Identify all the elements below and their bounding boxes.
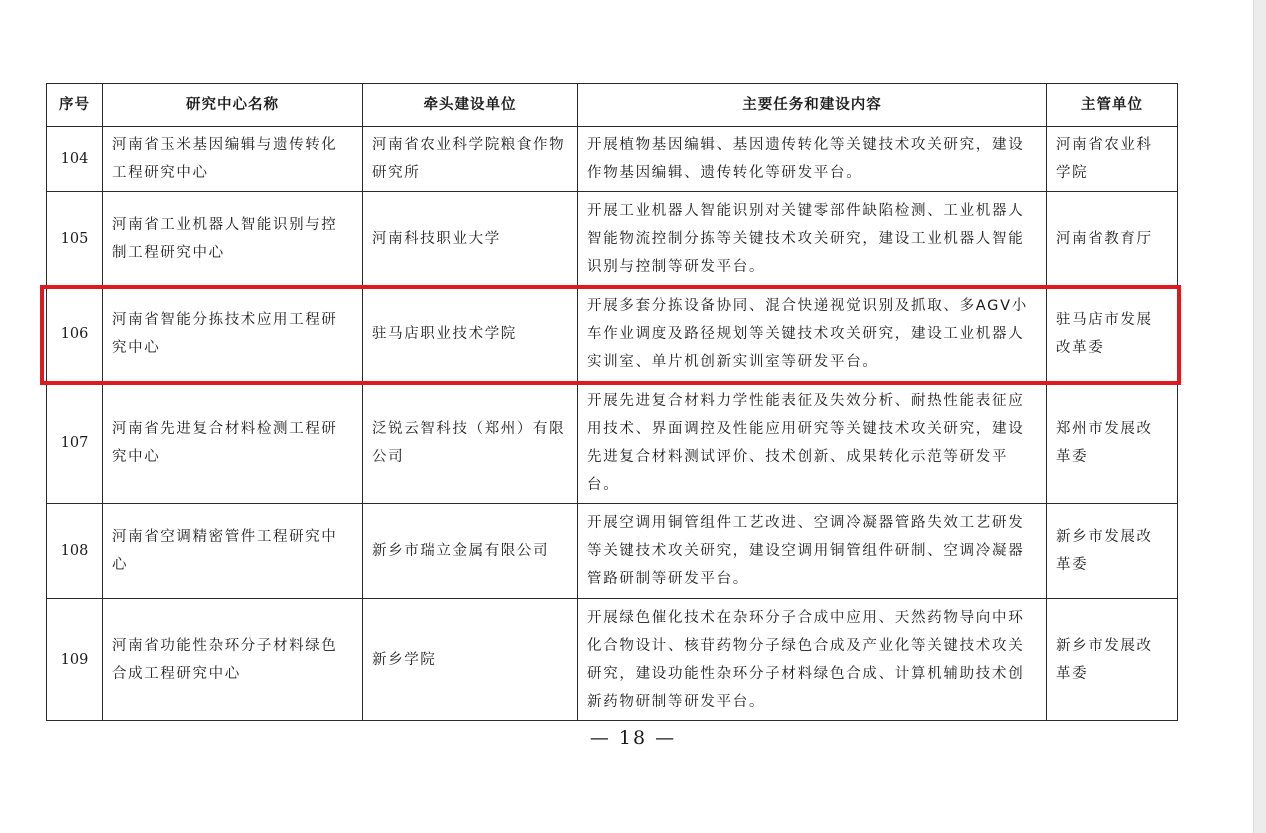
table-row bbox=[47, 382, 1178, 504]
table-header-row bbox=[47, 84, 1178, 127]
lead-unit: 河南科技职业大学 bbox=[363, 192, 578, 287]
table-row bbox=[47, 192, 1178, 287]
page-number: — 18 — bbox=[589, 727, 677, 749]
table-row bbox=[47, 127, 1178, 192]
research-center-table bbox=[46, 83, 1178, 721]
page-edge bbox=[1253, 0, 1266, 833]
row-number: 106 bbox=[47, 287, 103, 382]
lead-unit: 河南省农业科学院粮食作物研究所 bbox=[363, 127, 578, 192]
center-name: 河南省功能性杂环分子材料绿色合成工程研究中心 bbox=[103, 599, 363, 721]
row-number: 109 bbox=[47, 599, 103, 721]
header-serial: 序号 bbox=[47, 84, 103, 127]
task-description: 开展空调用铜管组件工艺改进、空调冷凝器管路失效工艺研发等关键技术攻关研究，建设空调用铜管组件研制、空调冷凝器管路研制等研发平台。 bbox=[578, 504, 1047, 599]
center-name: 河南省智能分拣技术应用工程研究中心 bbox=[103, 287, 363, 382]
lead-unit: 泛锐云智科技（郑州）有限公司 bbox=[363, 382, 578, 504]
task-description: 开展先进复合材料力学性能表征及失效分析、耐热性能表征应用技术、界面调控及性能应用研究等关键技术攻关研究，建设先进复合材料测试评价、技术创新、成果转化示范等研发平台。 bbox=[578, 382, 1047, 504]
header-center-name: 研究中心名称 bbox=[103, 84, 363, 127]
lead-unit: 新乡市瑞立金属有限公司 bbox=[363, 504, 578, 599]
header-authority: 主管单位 bbox=[1047, 84, 1178, 127]
table-row bbox=[47, 599, 1178, 721]
authority: 河南省农业科学院 bbox=[1047, 127, 1178, 192]
center-name: 河南省先进复合材料检测工程研究中心 bbox=[103, 382, 363, 504]
task-description: 开展多套分拣设备协同、混合快递视觉识别及抓取、多AGV小车作业调度及路径规划等关键技术攻关研究，建设工业机器人实训室、单片机创新实训室等研发平台。 bbox=[578, 287, 1047, 382]
authority: 驻马店市发展改革委 bbox=[1047, 287, 1178, 382]
task-description: 开展工业机器人智能识别对关键零部件缺陷检测、工业机器人智能物流控制分拣等关键技术攻关研究，建设工业机器人智能识别与控制等研发平台。 bbox=[578, 192, 1047, 287]
lead-unit: 驻马店职业技术学院 bbox=[363, 287, 578, 382]
task-description: 开展绿色催化技术在杂环分子合成中应用、天然药物导向中环化合物设计、核苷药物分子绿色合成及产业化等关键技术攻关研究，建设功能性杂环分子材料绿色合成、计算机辅助技术创新药物研制等研发平台。 bbox=[578, 599, 1047, 721]
authority: 新乡市发展改革委 bbox=[1047, 599, 1178, 721]
row-number: 107 bbox=[47, 382, 103, 504]
center-name: 河南省空调精密管件工程研究中心 bbox=[103, 504, 363, 599]
authority: 郑州市发展改革委 bbox=[1047, 382, 1178, 504]
table-row-highlighted bbox=[47, 287, 1178, 382]
task-description: 开展植物基因编辑、基因遗传转化等关键技术攻关研究，建设作物基因编辑、遗传转化等研发平台。 bbox=[578, 127, 1047, 192]
lead-unit: 新乡学院 bbox=[363, 599, 578, 721]
row-number: 104 bbox=[47, 127, 103, 192]
row-number: 108 bbox=[47, 504, 103, 599]
center-name: 河南省玉米基因编辑与遗传转化工程研究中心 bbox=[103, 127, 363, 192]
center-name: 河南省工业机器人智能识别与控制工程研究中心 bbox=[103, 192, 363, 287]
authority: 河南省教育厅 bbox=[1047, 192, 1178, 287]
header-tasks: 主要任务和建设内容 bbox=[578, 84, 1047, 127]
header-lead-unit: 牵头建设单位 bbox=[363, 84, 578, 127]
row-number: 105 bbox=[47, 192, 103, 287]
authority: 新乡市发展改革委 bbox=[1047, 504, 1178, 599]
table-row bbox=[47, 504, 1178, 599]
